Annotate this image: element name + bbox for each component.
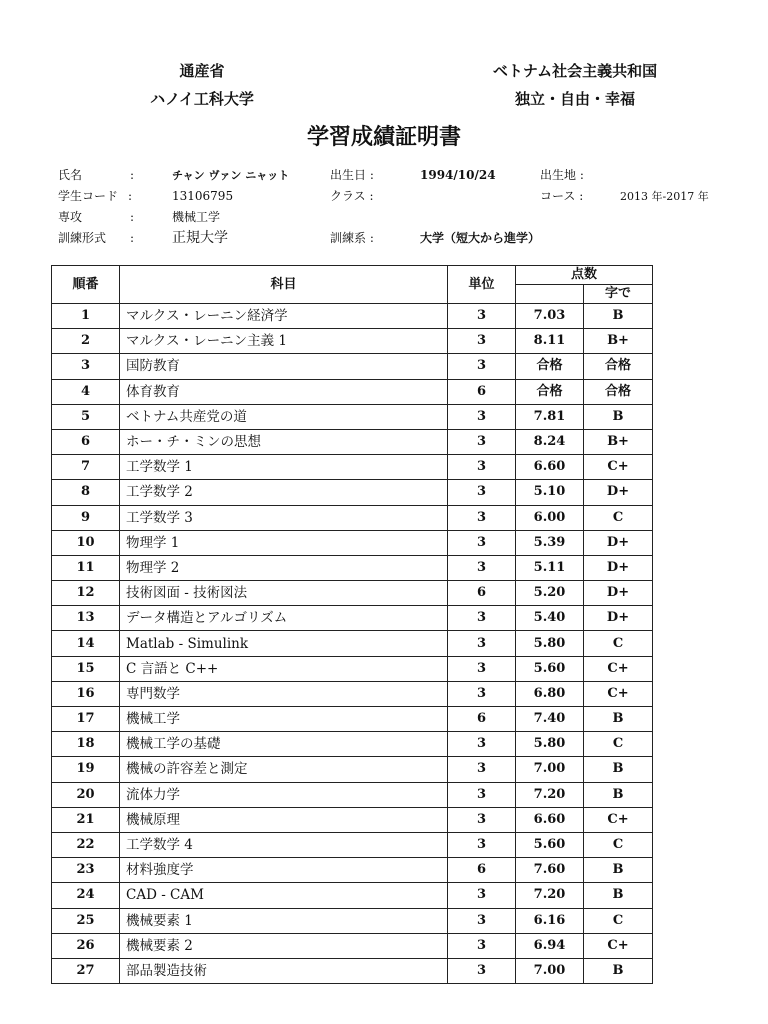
row-credits: 3 <box>448 757 516 782</box>
student-code-value: 13106795 <box>172 189 234 203</box>
university-name: ハノイ工科大学 <box>150 90 254 108</box>
row-subject: 工学数学 4 <box>120 832 448 857</box>
table-row <box>52 656 653 681</box>
row-letter: C <box>584 505 653 530</box>
row-subject: マルクス・レーニン経済学 <box>120 304 448 329</box>
major-value: 機械工学 <box>172 210 221 224</box>
info-values-col1 <box>172 165 289 249</box>
row-number: 4 <box>52 379 120 404</box>
row-letter: B <box>584 858 653 883</box>
row-credits: 3 <box>448 807 516 832</box>
row-subject: マルクス・レーニン主義 1 <box>120 329 448 354</box>
row-score: 6.80 <box>516 681 584 706</box>
row-number: 19 <box>52 757 120 782</box>
row-letter: C <box>584 631 653 656</box>
row-number: 5 <box>52 404 120 429</box>
row-score: 6.16 <box>516 908 584 933</box>
table-row <box>52 404 653 429</box>
row-subject: CAD - CAM <box>120 883 448 908</box>
header-subject: 科目 <box>120 266 448 304</box>
row-letter: B+ <box>584 429 653 454</box>
country-name: ベトナム社会主義共和国 <box>492 62 658 80</box>
row-credits: 3 <box>448 354 516 379</box>
table-row <box>52 429 653 454</box>
row-number: 1 <box>52 304 120 329</box>
row-subject: 工学数学 2 <box>120 480 448 505</box>
row-credits: 3 <box>448 933 516 958</box>
table-row <box>52 832 653 857</box>
table-row <box>52 555 653 580</box>
row-letter: B <box>584 958 653 983</box>
row-credits: 6 <box>448 858 516 883</box>
table-row <box>52 455 653 480</box>
row-letter: C+ <box>584 807 653 832</box>
row-credits: 3 <box>448 732 516 757</box>
row-credits: 3 <box>448 606 516 631</box>
row-letter: 合格 <box>584 354 653 379</box>
row-score: 5.60 <box>516 832 584 857</box>
info-colons-col1: : : : : <box>128 168 135 245</box>
row-number: 8 <box>52 480 120 505</box>
row-score: 7.03 <box>516 304 584 329</box>
row-credits: 3 <box>448 329 516 354</box>
row-score: 5.39 <box>516 530 584 555</box>
row-letter: 合格 <box>584 379 653 404</box>
row-number: 9 <box>52 505 120 530</box>
row-letter: C+ <box>584 455 653 480</box>
row-number: 25 <box>52 908 120 933</box>
header-letter: 字で <box>584 285 653 304</box>
grades-table <box>51 265 653 984</box>
row-number: 15 <box>52 656 120 681</box>
table-row <box>52 631 653 656</box>
row-score: 6.94 <box>516 933 584 958</box>
training-system-label: 訓練系 <box>330 231 367 245</box>
row-number: 14 <box>52 631 120 656</box>
name-value: チャン ヴァン ニャット <box>172 169 290 182</box>
table-row <box>52 480 653 505</box>
row-subject: 機械の許容差と測定 <box>120 757 448 782</box>
row-subject: 体育教育 <box>120 379 448 404</box>
row-credits: 3 <box>448 958 516 983</box>
table-row <box>52 606 653 631</box>
document-title: 学習成績証明書 <box>306 124 461 150</box>
row-credits: 6 <box>448 581 516 606</box>
row-number: 10 <box>52 530 120 555</box>
row-subject: 物理学 2 <box>120 555 448 580</box>
row-subject: 物理学 1 <box>120 530 448 555</box>
row-number: 7 <box>52 455 120 480</box>
info-labels-col1 <box>58 165 118 249</box>
table-row <box>52 354 653 379</box>
training-form-value: 正規大学 <box>172 230 228 246</box>
row-subject: 部品製造技術 <box>120 958 448 983</box>
row-score: 8.24 <box>516 429 584 454</box>
ministry-name: 通産省 <box>179 62 225 80</box>
row-number: 24 <box>52 883 120 908</box>
row-number: 12 <box>52 581 120 606</box>
header-no: 順番 <box>52 266 120 304</box>
row-score: 5.11 <box>516 555 584 580</box>
row-score: 6.60 <box>516 807 584 832</box>
table-row <box>52 379 653 404</box>
table-row <box>52 681 653 706</box>
table-row <box>52 732 653 757</box>
row-subject: ベトナム共産党の道 <box>120 404 448 429</box>
row-letter: C <box>584 732 653 757</box>
info-labels-col3: 出生地 : コース : <box>540 168 584 203</box>
row-number: 27 <box>52 958 120 983</box>
row-credits: 3 <box>448 631 516 656</box>
row-letter: C <box>584 908 653 933</box>
row-subject: C 言語と C++ <box>120 656 448 681</box>
row-credits: 6 <box>448 379 516 404</box>
row-letter: B <box>584 707 653 732</box>
table-row <box>52 958 653 983</box>
table-row <box>52 505 653 530</box>
row-subject: 国防教育 <box>120 354 448 379</box>
row-letter: B <box>584 883 653 908</box>
row-subject: 機械工学の基礎 <box>120 732 448 757</box>
header-score: 点数 <box>516 266 653 285</box>
info-values-col3 <box>620 165 709 207</box>
row-subject: 専門数学 <box>120 681 448 706</box>
row-score: 7.00 <box>516 958 584 983</box>
row-score: 5.60 <box>516 656 584 681</box>
ministry-header <box>102 57 302 113</box>
row-subject: 機械要素 1 <box>120 908 448 933</box>
row-score: 7.40 <box>516 707 584 732</box>
name-label: 氏名 <box>58 168 83 182</box>
row-letter: B <box>584 757 653 782</box>
table-row <box>52 329 653 354</box>
row-letter: C+ <box>584 681 653 706</box>
row-number: 23 <box>52 858 120 883</box>
table-row <box>52 782 653 807</box>
course-label: コース <box>540 189 576 203</box>
major-label: 専攻 <box>58 210 83 224</box>
row-letter: B <box>584 404 653 429</box>
row-credits: 3 <box>448 555 516 580</box>
row-letter: D+ <box>584 480 653 505</box>
birthplace-label: 出生地 <box>540 168 577 182</box>
row-subject: 流体力学 <box>120 782 448 807</box>
row-credits: 3 <box>448 908 516 933</box>
birthdate-label: 出生日 <box>330 168 367 182</box>
row-score: 7.20 <box>516 883 584 908</box>
row-number: 11 <box>52 555 120 580</box>
row-letter: C <box>584 832 653 857</box>
row-credits: 3 <box>448 656 516 681</box>
row-credits: 3 <box>448 505 516 530</box>
header-credits: 単位 <box>448 266 516 304</box>
row-score: 5.80 <box>516 732 584 757</box>
row-letter: D+ <box>584 555 653 580</box>
row-score: 合格 <box>516 379 584 404</box>
row-subject: Matlab - Simulink <box>120 631 448 656</box>
training-form-label: 訓練形式 <box>58 231 107 245</box>
row-letter: B <box>584 782 653 807</box>
row-letter: D+ <box>584 606 653 631</box>
row-credits: 3 <box>448 530 516 555</box>
row-credits: 3 <box>448 681 516 706</box>
row-letter: B <box>584 304 653 329</box>
row-score: 6.60 <box>516 455 584 480</box>
row-credits: 3 <box>448 782 516 807</box>
row-credits: 3 <box>448 883 516 908</box>
row-letter: C+ <box>584 656 653 681</box>
table-row <box>52 757 653 782</box>
row-number: 2 <box>52 329 120 354</box>
birthdate-value: 1994/10/24 <box>420 168 496 182</box>
row-score: 7.60 <box>516 858 584 883</box>
table-row <box>52 807 653 832</box>
info-labels-col2: 出生日 : クラス : 訓練系 : <box>330 168 374 245</box>
row-credits: 3 <box>448 480 516 505</box>
row-number: 18 <box>52 732 120 757</box>
table-row <box>52 581 653 606</box>
row-subject: 機械要素 2 <box>120 933 448 958</box>
table-row <box>52 858 653 883</box>
row-score: 5.80 <box>516 631 584 656</box>
table-row <box>52 707 653 732</box>
header-score-blank <box>516 285 584 304</box>
row-credits: 3 <box>448 455 516 480</box>
student-code-label: 学生コード <box>58 189 119 203</box>
row-subject: 材料強度学 <box>120 858 448 883</box>
table-row <box>52 933 653 958</box>
birthplace-value <box>620 165 709 186</box>
row-score: 7.00 <box>516 757 584 782</box>
row-letter: D+ <box>584 530 653 555</box>
row-score: 5.40 <box>516 606 584 631</box>
row-letter: C+ <box>584 933 653 958</box>
row-number: 3 <box>52 354 120 379</box>
country-header <box>460 57 690 113</box>
grades-body <box>52 304 653 984</box>
row-score: 合格 <box>516 354 584 379</box>
info-values-col2 <box>420 165 540 249</box>
row-number: 16 <box>52 681 120 706</box>
row-score: 7.20 <box>516 782 584 807</box>
training-system-value: 大学（短大から進学） <box>420 231 541 245</box>
row-number: 6 <box>52 429 120 454</box>
row-credits: 3 <box>448 404 516 429</box>
table-row <box>52 530 653 555</box>
class-label: クラス <box>330 189 366 203</box>
course-value: 2013 年-2017 年 <box>620 190 709 203</box>
row-credits: 3 <box>448 429 516 454</box>
row-credits: 3 <box>448 304 516 329</box>
country-motto: 独立・自由・幸福 <box>514 90 635 108</box>
row-subject: 工学数学 1 <box>120 455 448 480</box>
row-subject: 機械原理 <box>120 807 448 832</box>
row-number: 20 <box>52 782 120 807</box>
row-subject: 技術図面 - 技術図法 <box>120 581 448 606</box>
row-score: 5.20 <box>516 581 584 606</box>
table-row <box>52 908 653 933</box>
row-number: 26 <box>52 933 120 958</box>
table-header-row <box>52 266 653 285</box>
row-subject: 機械工学 <box>120 707 448 732</box>
row-score: 6.00 <box>516 505 584 530</box>
class-value <box>420 186 540 207</box>
row-subject: データ構造とアルゴリズム <box>120 606 448 631</box>
row-number: 21 <box>52 807 120 832</box>
row-number: 17 <box>52 707 120 732</box>
row-score: 8.11 <box>516 329 584 354</box>
table-row <box>52 883 653 908</box>
row-credits: 3 <box>448 832 516 857</box>
row-subject: ホー・チ・ミンの思想 <box>120 429 448 454</box>
row-subject: 工学数学 3 <box>120 505 448 530</box>
table-row <box>52 304 653 329</box>
row-credits: 6 <box>448 707 516 732</box>
row-number: 22 <box>52 832 120 857</box>
row-score: 5.10 <box>516 480 584 505</box>
row-score: 7.81 <box>516 404 584 429</box>
row-letter: B+ <box>584 329 653 354</box>
row-letter: D+ <box>584 581 653 606</box>
row-number: 13 <box>52 606 120 631</box>
